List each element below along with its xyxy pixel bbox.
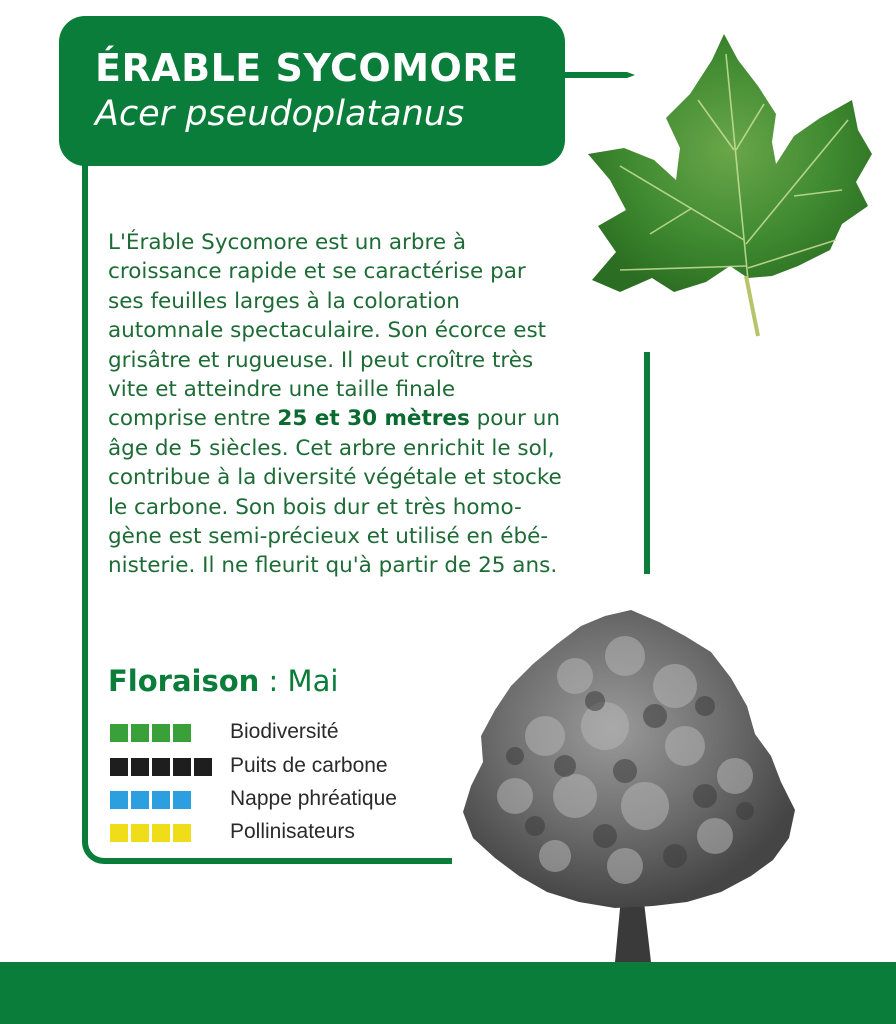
description-line-start: comprise entre: [108, 406, 278, 432]
rating-row: [110, 756, 510, 780]
side-accent-line: [644, 352, 650, 574]
description-line: le carbone. Son bois dur et très homo-: [108, 494, 522, 520]
description-line: [108, 404, 628, 433]
rating-block: [173, 724, 191, 742]
rating-block: [110, 724, 128, 742]
rating-block: [152, 758, 170, 776]
description-line-end: pour un: [469, 406, 560, 432]
rating-block: [173, 791, 191, 809]
flowering-info: [108, 664, 338, 698]
flowering-label: Floraison: [108, 664, 260, 698]
description-text: [108, 228, 628, 581]
rating-block: [152, 824, 170, 842]
rating-block: [110, 791, 128, 809]
rating-block: [131, 758, 149, 776]
description-line: grisâtre et rugueuse. Il peut croître très: [108, 347, 534, 373]
description-line: gène est semi-précieux et utilisé en ébé-: [108, 524, 549, 550]
rating-label: Puits de carbone: [230, 754, 388, 777]
rating-block: [131, 824, 149, 842]
description-line: vite et atteindre une taille finale: [108, 377, 456, 403]
rating-label: Biodiversité: [230, 720, 339, 743]
footer-band: [0, 962, 896, 1024]
flowering-separator: :: [259, 664, 288, 698]
rating-row: [110, 722, 510, 746]
page-title: ÉRABLE SYCOMORE: [95, 46, 519, 90]
description-line: L'Érable Sycomore est un arbre à: [108, 230, 467, 255]
rating-block: [173, 758, 191, 776]
rating-block: [110, 758, 128, 776]
rating-label: Pollinisateurs: [230, 820, 355, 843]
description-line: automnale spectaculaire. Son écorce est: [108, 318, 547, 344]
title-box: [59, 16, 565, 166]
rating-block: [173, 824, 191, 842]
scientific-name: Acer pseudoplatanus: [95, 94, 465, 134]
rating-row: [110, 822, 510, 846]
description-line: contribue à la diversité végétale et stocke: [108, 465, 562, 491]
rating-block: [194, 758, 212, 776]
flowering-value: Mai: [287, 664, 339, 698]
tree-icon: [455, 606, 805, 966]
description-line: nisterie. Il ne fleurit qu'à partir de 25 ans.: [108, 553, 558, 579]
height-highlight: 25 et 30 mètres: [277, 406, 470, 432]
rating-block: [110, 824, 128, 842]
description-line: âge de 5 siècles. Cet arbre enrichit le sol,: [108, 435, 555, 461]
rating-block: [152, 724, 170, 742]
rating-block: [131, 724, 149, 742]
description-line: ses feuilles larges à la coloration: [108, 288, 460, 314]
rating-label: Nappe phréatique: [230, 787, 397, 810]
rating-row: [110, 789, 510, 813]
description-line: croissance rapide et se caractérise par: [108, 259, 526, 285]
rating-block: [131, 791, 149, 809]
rating-block: [152, 791, 170, 809]
